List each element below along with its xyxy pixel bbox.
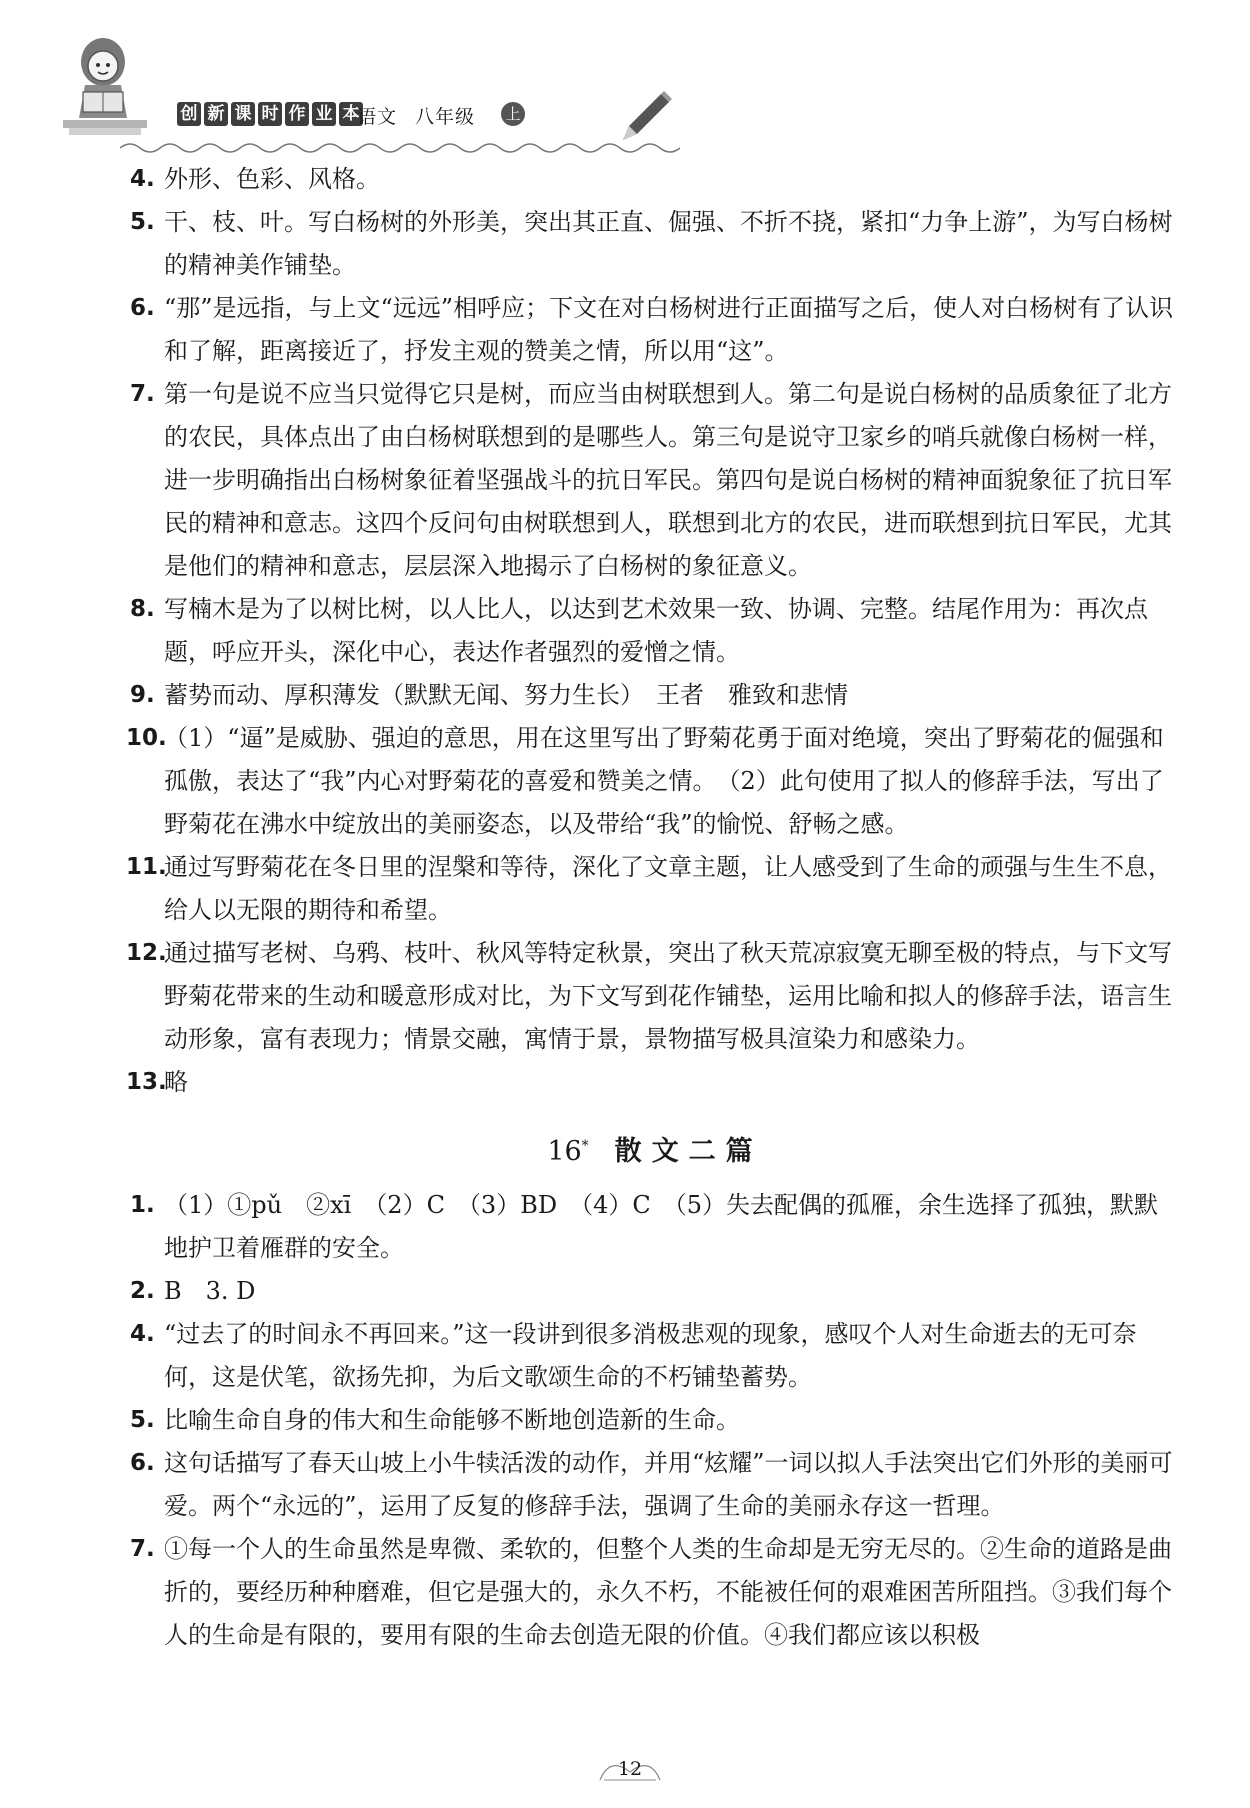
answer-item xyxy=(130,373,1180,588)
section-number-value: 16 xyxy=(547,1136,582,1167)
answer-number: 6. xyxy=(130,1450,155,1476)
answer-text: “过去了的时间永不再回来。”这一段讲到很多消极悲观的现象，感叹个人对生命逝去的无可奈何，这是伏笔，欲扬先抑，为后文歌颂生命的不朽铺垫蓄势。 xyxy=(164,1320,1137,1391)
answer-number: 12. xyxy=(126,940,167,966)
brand-char: 创 xyxy=(177,102,201,126)
section-title-text: 散文二篇 xyxy=(614,1136,763,1167)
header-wave-divider xyxy=(120,138,680,158)
answer-number: 9. xyxy=(130,682,155,708)
answer-item xyxy=(130,201,1180,287)
answer-text: 第一句是说不应当只觉得它只是树，而应当由树联想到人。第二句是说白杨树的品质象征了北方的农民，具体点出了由白杨树联想到的是哪些人。第三句是说守卫家乡的哨兵就像白杨树一样，进一步明确指出白杨树象征着坚强战斗的抗日军民。第四句是说白杨树的精神面貌象征了抗日军民的精神和意志。这四个反问句由树联想到人，联想到北方的农民，进而联想到抗日军民，尤其是他们的精神和意志，层层深入地揭示了白杨树的象征意义。 xyxy=(164,380,1172,580)
answer-text: 写楠木是为了以树比树，以人比人，以达到艺术效果一致、协调、完整。结尾作用为：再次点题，呼应开头，深化中心，表达作者强烈的爱憎之情。 xyxy=(164,595,1148,666)
answer-text: B 3. D xyxy=(164,1277,256,1305)
answer-number: 5. xyxy=(130,1407,155,1433)
answer-item xyxy=(130,1399,1180,1442)
answer-number: 13. xyxy=(126,1069,167,1095)
answer-item xyxy=(130,158,1180,201)
answer-item xyxy=(130,1313,1180,1399)
page-number: 12 xyxy=(617,1758,643,1780)
grade-label: 八年级 xyxy=(415,106,476,128)
answer-text: 通过描写老树、乌鸦、枝叶、秋风等特定秋景，突出了秋天荒凉寂寞无聊至极的特点，与下文写野菊花带来的生动和暖意形成对比，为下文写到花作铺垫，运用比喻和拟人的修辞手法，语言生动形象，富有表现力；情景交融，寓情于景，景物描写极具渲染力和感染力。 xyxy=(164,939,1172,1053)
answer-text: “那”是远指，与上文“远远”相呼应；下文在对白杨树进行正面描写之后，使人对白杨树有了认识和了解，距离接近了，抒发主观的赞美之情，所以用“这”。 xyxy=(164,294,1174,365)
brand-char: 本 xyxy=(339,102,363,126)
answer-number: 7. xyxy=(130,1536,155,1562)
answer-item xyxy=(126,1061,1180,1104)
brand-char: 新 xyxy=(204,102,228,126)
section-number xyxy=(547,1136,588,1167)
section-title xyxy=(130,1122,1180,1176)
answer-item xyxy=(130,674,1180,717)
answer-text: 通过写野菊花在冬日里的涅槃和等待，深化了文章主题，让人感受到了生命的顽强与生生不息，给人以无限的期待和希望。 xyxy=(164,853,1172,924)
answer-item xyxy=(126,932,1180,1061)
answer-number: 2. xyxy=(130,1278,155,1304)
answer-item xyxy=(130,1528,1180,1657)
answer-item xyxy=(130,1442,1180,1528)
answer-number: 6. xyxy=(130,295,155,321)
answer-number: 10. xyxy=(126,725,167,751)
answer-number: 11. xyxy=(126,854,167,880)
brand-char: 时 xyxy=(258,102,282,126)
answer-text: 这句话描写了春天山坡上小牛犊活泼的动作，并用“炫耀”一词以拟人手法突出它们外形的美丽可爱。两个“永远的”，运用了反复的修辞手法，强调了生命的美丽永存这一哲理。 xyxy=(164,1449,1173,1520)
answer-number: 4. xyxy=(130,1321,155,1347)
answer-text: 外形、色彩、风格。 xyxy=(164,165,380,193)
answer-item xyxy=(130,1184,1180,1270)
answer-item xyxy=(130,1270,1180,1313)
answer-text: （1）“逼”是威胁、强迫的意思，用在这里写出了野菊花勇于面对绝境，突出了野菊花的倔强和孤傲，表达了“我”内心对野菊花的喜爱和赞美之情。 （2）此句使用了拟人的修辞手法，写出了野菊花在沸水中绽放出的美丽姿态，以及带给“我”的愉悦、舒畅之感。 xyxy=(164,724,1164,838)
answer-number: 4. xyxy=(130,166,155,192)
volume-badge: 上 xyxy=(501,102,525,126)
brand-char: 业 xyxy=(312,102,336,126)
section-mark: * xyxy=(581,1138,589,1154)
answer-text: 比喻生命自身的伟大和生命能够不断地创造新的生命。 xyxy=(164,1406,740,1434)
brand-char: 课 xyxy=(231,102,255,126)
page-footer xyxy=(590,1750,670,1790)
answer-content xyxy=(126,158,1180,1657)
answer-number: 5. xyxy=(130,209,155,235)
answer-item xyxy=(126,846,1180,932)
answer-number: 1. xyxy=(130,1192,155,1218)
answer-text: ①每一个人的生命虽然是卑微、柔软的，但整个人类的生命却是无穷无尽的。②生命的道路是曲折的，要经历种种磨难，但它是强大的，永久不朽，不能被任何的艰难困苦所阻挡。③我们每个人的生命是有限的，要用有限的生命去创造无限的价值。④我们都应该以积极 xyxy=(164,1535,1172,1649)
answer-number: 7. xyxy=(130,381,155,407)
page-header xyxy=(55,30,1205,150)
brand-char: 作 xyxy=(285,102,309,126)
answer-item xyxy=(130,287,1180,373)
answer-item xyxy=(126,717,1180,846)
answer-text: 略 xyxy=(164,1068,188,1096)
answer-text: （1）①pǔ ②xī （2）C （3）BD （4）C （5）失去配偶的孤雁，余生选择了孤独，默默地护卫着雁群的安全。 xyxy=(164,1191,1158,1262)
subject-label: 语文 xyxy=(357,106,398,128)
answer-number: 8. xyxy=(130,596,155,622)
brand-title xyxy=(177,102,363,126)
girl-reading-mascot-icon xyxy=(55,30,155,140)
answer-text: 干、枝、叶。写白杨树的外形美，突出其正直、倔强、不折不挠，紧扣“力争上游”，为写白杨树的精神美作铺垫。 xyxy=(164,208,1173,279)
answer-item xyxy=(130,588,1180,674)
answer-text: 蓄势而动、厚积薄发（默默无闻、努力生长） 王者 雅致和悲情 xyxy=(164,681,848,709)
